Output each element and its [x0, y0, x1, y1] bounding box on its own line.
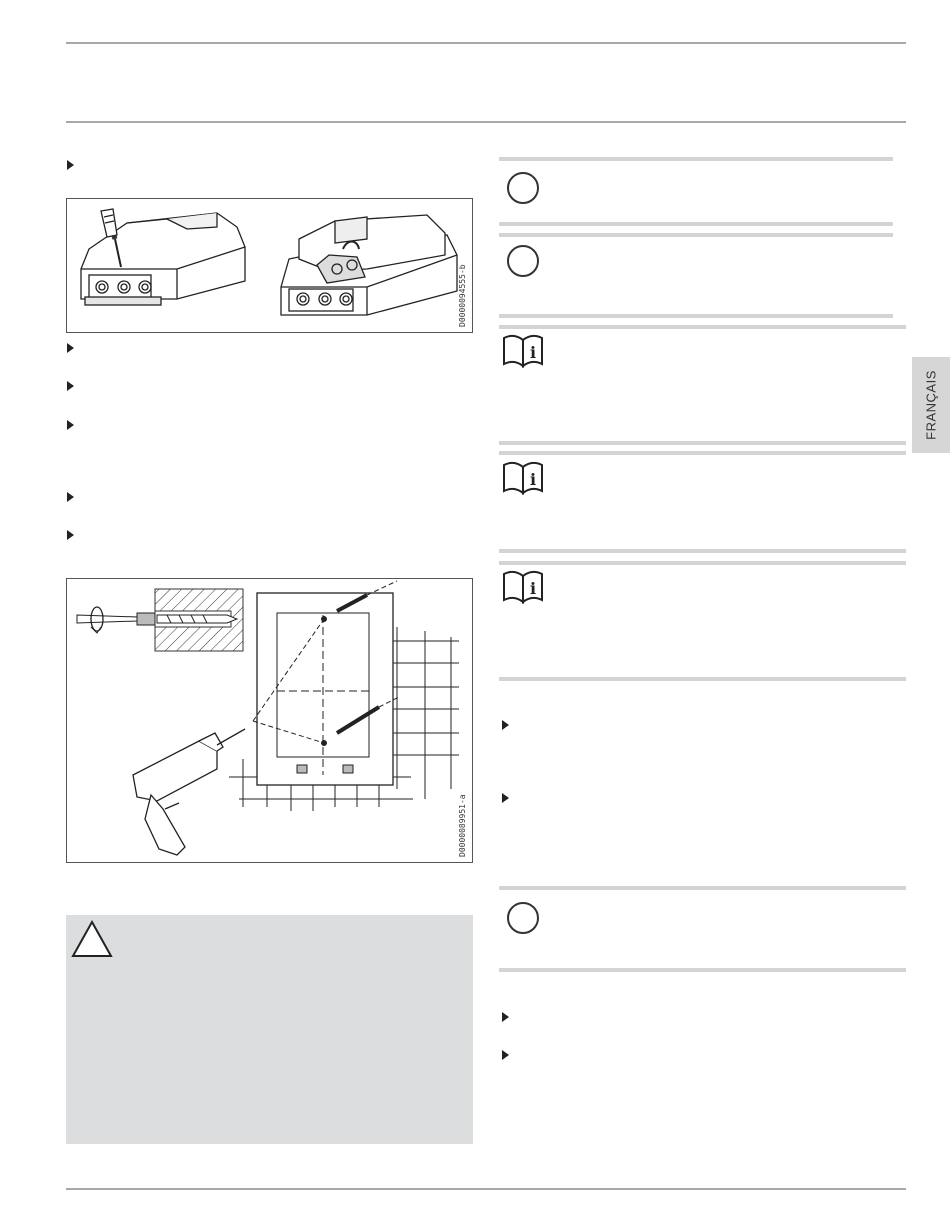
- note-bottom-bar: [499, 222, 893, 226]
- info-top-bar: [499, 325, 906, 329]
- book-info-icon: [502, 461, 544, 495]
- cover-removal-illustration: [67, 199, 472, 332]
- info-bottom-bar: [499, 441, 906, 445]
- info-bottom-bar: [499, 677, 906, 681]
- list-bullet: [67, 530, 74, 540]
- list-bullet: [502, 1012, 509, 1022]
- note-bottom-bar: [499, 968, 906, 972]
- note-top-bar: [499, 886, 906, 890]
- warning-panel: [66, 915, 473, 1144]
- svg-text:i: i: [529, 343, 537, 362]
- figure-code: D0000089951-a: [458, 794, 467, 857]
- figure-code: D0000094555-b: [458, 264, 467, 327]
- header-bottom-rule: [66, 121, 906, 123]
- list-bullet: [67, 492, 74, 502]
- info-bottom-bar: [499, 549, 906, 553]
- warning-triangle-icon: [70, 919, 114, 959]
- note-circle-icon: [507, 902, 539, 934]
- header-top-rule: [66, 42, 906, 44]
- list-bullet: [67, 160, 74, 170]
- info-top-bar: [499, 561, 906, 565]
- note-top-bar: [499, 157, 893, 161]
- info-top-bar: [499, 451, 906, 455]
- svg-text:i: i: [529, 470, 537, 489]
- note-bottom-bar: [499, 314, 893, 318]
- note-top-bar: [499, 233, 893, 237]
- footer-rule: [66, 1188, 906, 1190]
- book-info-icon: [502, 334, 544, 368]
- language-side-tab-label: FRANÇAIS: [923, 370, 939, 440]
- list-bullet: [67, 381, 74, 391]
- figure-cover-removal: [66, 198, 473, 333]
- wall-mounting-illustration: [67, 579, 472, 862]
- list-bullet: [67, 420, 74, 430]
- figure-wall-mounting: [66, 578, 473, 863]
- list-bullet: [67, 343, 74, 353]
- note-circle-icon: [507, 245, 539, 277]
- language-side-tab[interactable]: [912, 357, 950, 453]
- svg-text:i: i: [529, 579, 537, 598]
- list-bullet: [502, 1050, 509, 1060]
- list-bullet: [502, 720, 509, 730]
- note-circle-icon: [507, 172, 539, 204]
- book-info-icon: [502, 570, 544, 604]
- list-bullet: [502, 793, 509, 803]
